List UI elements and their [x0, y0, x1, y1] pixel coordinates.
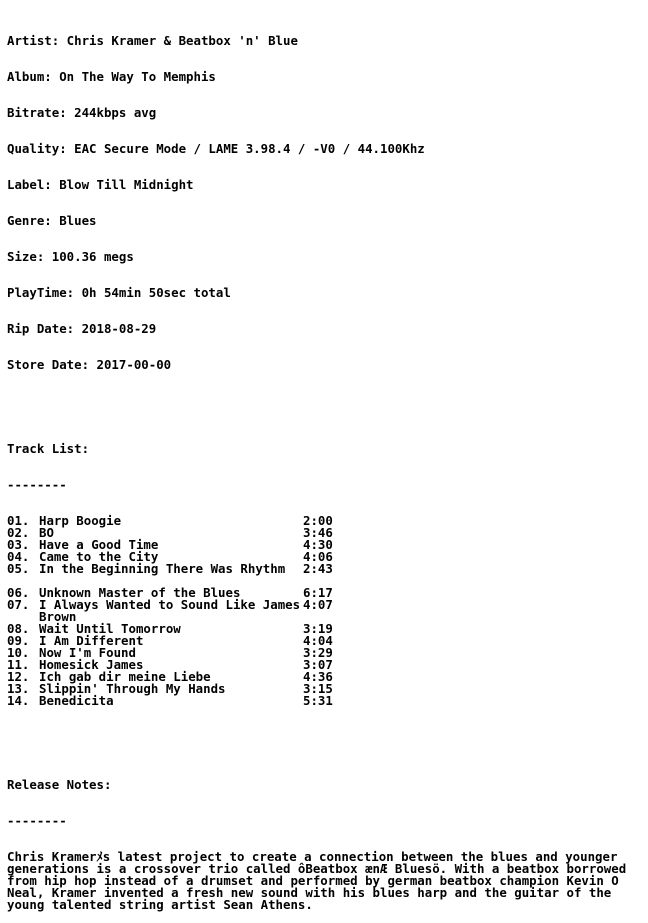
label-line: Label: Blow Till Midnight — [7, 177, 194, 192]
track-row — [7, 695, 643, 707]
tracklist-heading: Track List: — [7, 441, 90, 456]
bitrate-line: Bitrate: 244kbps avg — [7, 105, 157, 120]
track-row — [7, 551, 643, 563]
track-title: Wait Until Tomorrow — [39, 621, 181, 636]
track-duration: 2:43 — [303, 561, 333, 576]
artist-line: Artist: Chris Kramer & Beatbox 'n' Blue — [7, 33, 298, 48]
track-row — [7, 587, 643, 599]
track-title: I Am Different — [39, 633, 144, 648]
tracklist-underline: -------- — [7, 477, 67, 492]
track-duration: 4:36 — [303, 669, 333, 684]
track-title: Homesick James — [39, 657, 144, 672]
track-duration: 3:46 — [303, 525, 333, 540]
track-number: 06. — [7, 585, 30, 600]
track-number: 12. — [7, 669, 30, 684]
track-number: 08. — [7, 621, 30, 636]
track-duration: 2:00 — [303, 513, 333, 528]
track-row — [7, 683, 643, 695]
track-title: Ich gab dir meine Liebe — [39, 669, 211, 684]
track-title: Now I'm Found — [39, 645, 136, 660]
track-number: 14. — [7, 693, 30, 708]
track-number: 07. — [7, 597, 30, 612]
track-row — [7, 659, 643, 671]
track-title: Unknown Master of the Blues — [39, 585, 241, 600]
track-number: 10. — [7, 645, 30, 660]
track-row — [7, 647, 643, 659]
quality-line: Quality: EAC Secure Mode / LAME 3.98.4 / -V0 / 44.100Khz — [7, 141, 425, 156]
track-duration: 4:30 — [303, 537, 333, 552]
track-row — [7, 539, 643, 551]
track-title: Slippin' Through My Hands — [39, 681, 226, 696]
track-duration: 4:04 — [303, 633, 333, 648]
track-title: Harp Boogie — [39, 513, 122, 528]
track-duration: 3:29 — [303, 645, 333, 660]
track-row — [7, 623, 643, 635]
genre-line: Genre: Blues — [7, 213, 97, 228]
track-title: Came to the City — [39, 549, 159, 564]
track-number: 01. — [7, 513, 30, 528]
track-title: BO — [39, 525, 54, 540]
track-duration: 3:07 — [303, 657, 333, 672]
track-number: 02. — [7, 525, 30, 540]
rip-date-line: Rip Date: 2018-08-29 — [7, 321, 157, 336]
track-row — [7, 527, 643, 539]
track-row — [7, 599, 643, 623]
track-duration: 4:07 — [303, 597, 333, 612]
track-title: I Always Wanted to Sound Like James Brown — [39, 597, 301, 624]
nfo-document — [7, 11, 643, 923]
track-duration: 6:17 — [303, 585, 333, 600]
spacer — [7, 731, 643, 743]
store-date-line: Store Date: 2017-00-00 — [7, 357, 172, 372]
track-duration: 5:31 — [303, 693, 333, 708]
track-row — [7, 671, 643, 683]
track-duration: 3:15 — [303, 681, 333, 696]
track-duration: 3:19 — [303, 621, 333, 636]
track-title: In the Beginning There Was Rhythm — [39, 561, 286, 576]
track-number: 13. — [7, 681, 30, 696]
release-notes-underline: -------- — [7, 813, 67, 828]
track-number: 11. — [7, 657, 30, 672]
size-line: Size: 100.36 megs — [7, 249, 134, 264]
playtime-line: PlayTime: 0h 54min 50sec total — [7, 285, 231, 300]
track-title: Have a Good Time — [39, 537, 159, 552]
track-row — [7, 635, 643, 647]
track-number: 04. — [7, 549, 30, 564]
spacer — [7, 395, 643, 407]
track-number: 05. — [7, 561, 30, 576]
release-notes-body: Chris Kramerﾒs latest project to create a connection between the blues and younger generations is a crossover trio called ôBeatbox ænÆ Bluesö. With a beatbox borrowed from hip hop instead of a drumset and performed by german beatbox champion Kevin O Neal, Kramer invented a fresh new sound with his blues harp and the guitar of the young talented string artist Sean Athens. — [7, 849, 627, 912]
track-number: 09. — [7, 633, 30, 648]
release-notes-heading: Release Notes: — [7, 777, 112, 792]
track-number: 03. — [7, 537, 30, 552]
album-line: Album: On The Way To Memphis — [7, 69, 216, 84]
track-duration: 4:06 — [303, 549, 333, 564]
track-title: Benedicita — [39, 693, 114, 708]
track-row — [7, 563, 643, 587]
track-row — [7, 515, 643, 527]
track-list — [7, 515, 643, 707]
